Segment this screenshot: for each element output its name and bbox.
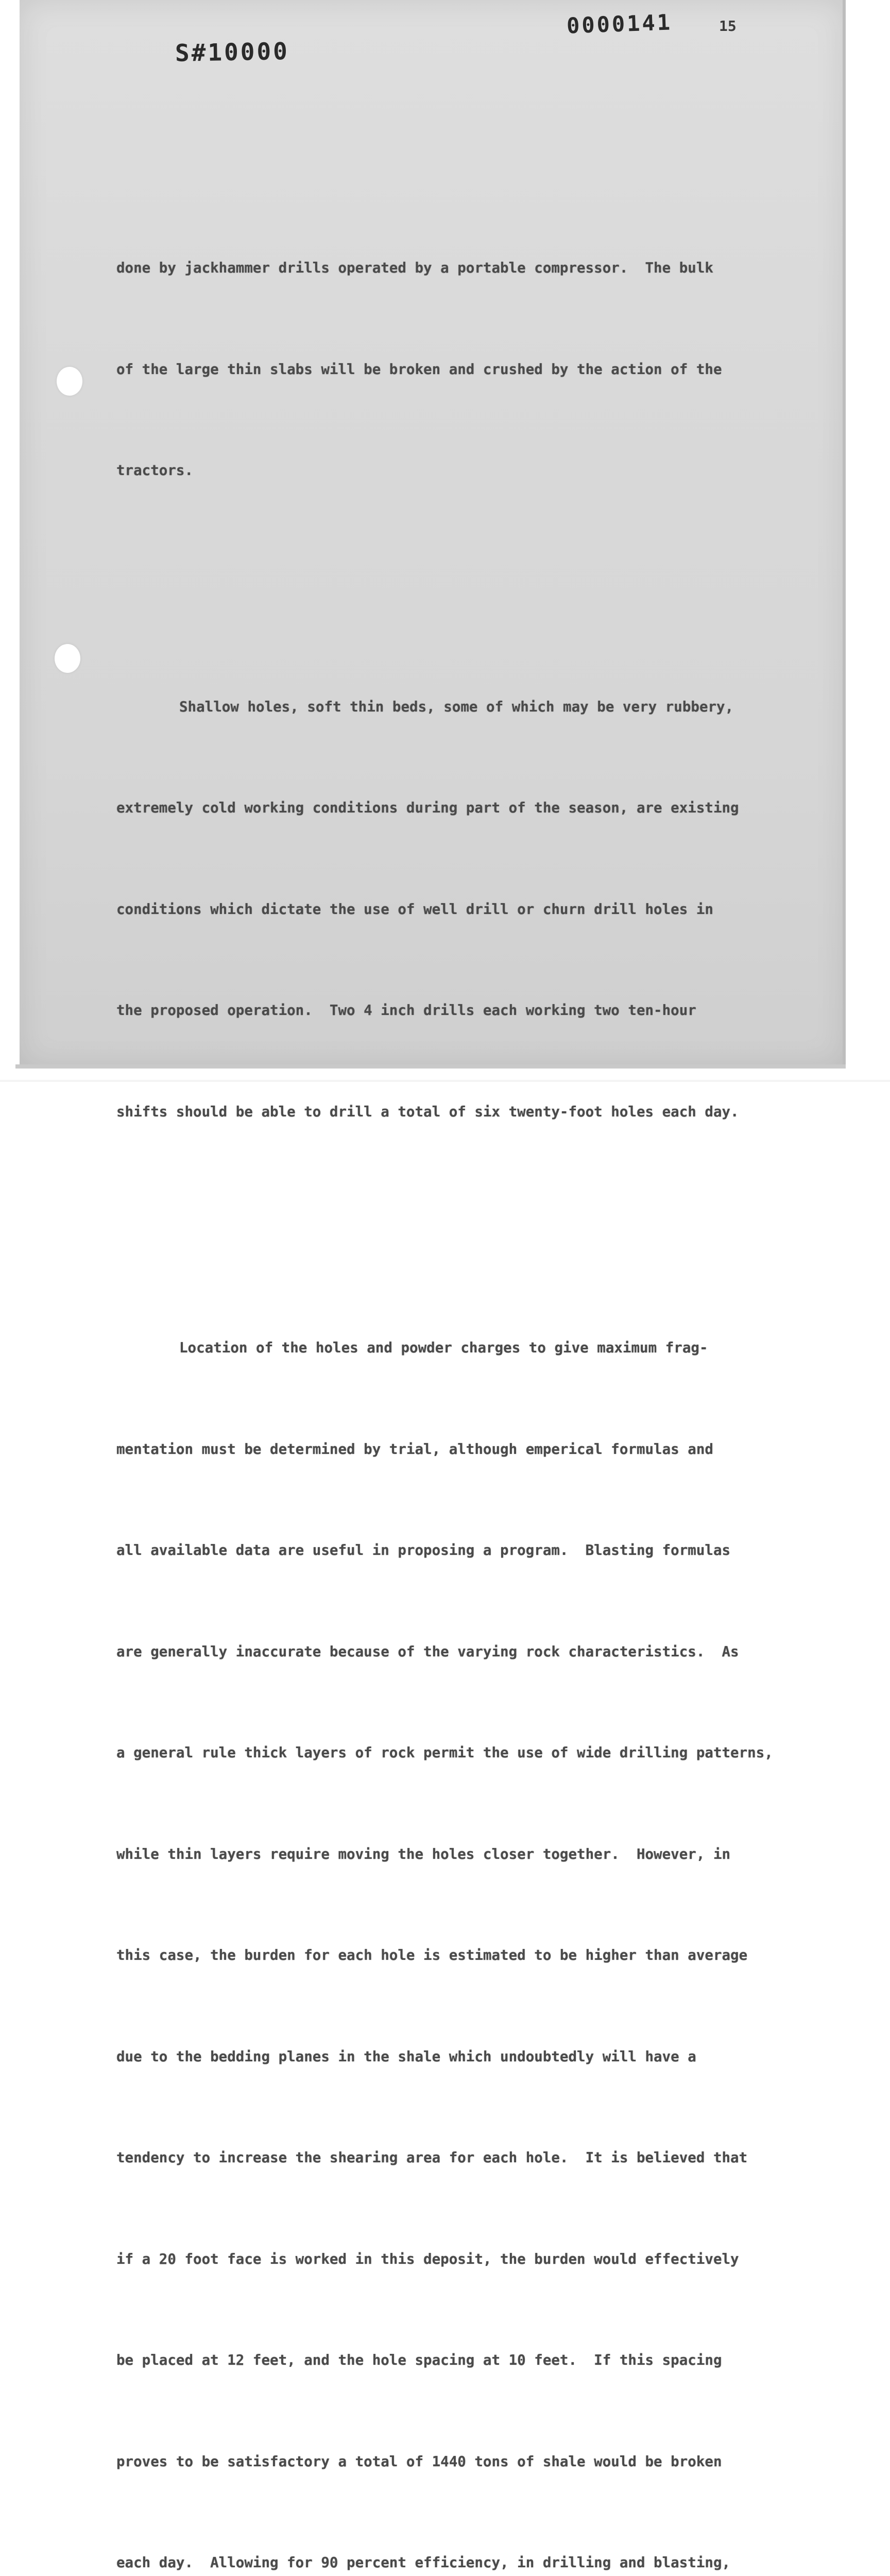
- text-line: while thin layers require moving the holes closer together. However, in: [116, 1845, 731, 1862]
- text-line: done by jackhammer drills operated by a portable compressor. The bulk: [116, 260, 713, 276]
- text-line: extremely cold working conditions during part of the season, are existing: [116, 800, 739, 816]
- punch-hole-bottom: [55, 644, 80, 673]
- text-line: Location of the holes and powder charges to give maximum frag-: [179, 1340, 708, 1356]
- punch-hole-top: [57, 367, 82, 396]
- paragraph-2: [116, 623, 796, 1197]
- text-line: tractors.: [116, 462, 194, 479]
- text-line: Shallow holes, soft thin beds, some of which may be very rubbery,: [179, 698, 734, 715]
- text-line: shifts should be able to drill a total of six twenty-foot holes each day.: [116, 1103, 739, 1120]
- text-line: a general rule thick layers of rock permit the use of wide drilling patterns,: [116, 1744, 773, 1761]
- page-number: 15: [719, 18, 737, 35]
- text-line: tendency to increase the shearing area for each hole. It is believed that: [116, 2149, 748, 2166]
- body-text: [116, 116, 796, 2576]
- text-line: all available data are useful in proposing a program. Blasting formulas: [116, 1542, 731, 1558]
- text-line: each day. Allowing for 90 percent efficiency, in drilling and blasting,: [116, 2554, 731, 2571]
- paragraph-3: [116, 1264, 796, 2576]
- text-line: are generally inaccurate because of the varying rock characteristics. As: [116, 1643, 739, 1660]
- document-id-stamp: S#10000: [175, 37, 290, 67]
- text-line: be placed at 12 feet, and the hole spacing at 10 feet. If this spacing: [116, 2352, 722, 2368]
- bates-number-stamp: 0000141: [566, 9, 673, 39]
- text-line: conditions which dictate the use of well drill or churn drill holes in: [116, 901, 713, 918]
- text-line: this case, the burden for each hole is estimated to be higher than average: [116, 1947, 748, 1963]
- text-line: of the large thin slabs will be broken and crushed by the action of the: [116, 361, 722, 378]
- text-line: proves to be satisfactory a total of 1440 tons of shale would be broken: [116, 2453, 722, 2470]
- text-line: mentation must be determined by trial, although emperical formulas and: [116, 1440, 713, 1458]
- sheet-edge-right: [843, 0, 846, 1067]
- text-line: the proposed operation. Two 4 inch drills each working two ten-hour: [116, 1002, 696, 1019]
- text-line: if a 20 foot face is worked in this deposit, the burden would effectively: [116, 2250, 739, 2267]
- paragraph-1: [116, 184, 796, 555]
- text-line: due to the bedding planes in the shale which undoubtedly will have a: [116, 2048, 696, 2065]
